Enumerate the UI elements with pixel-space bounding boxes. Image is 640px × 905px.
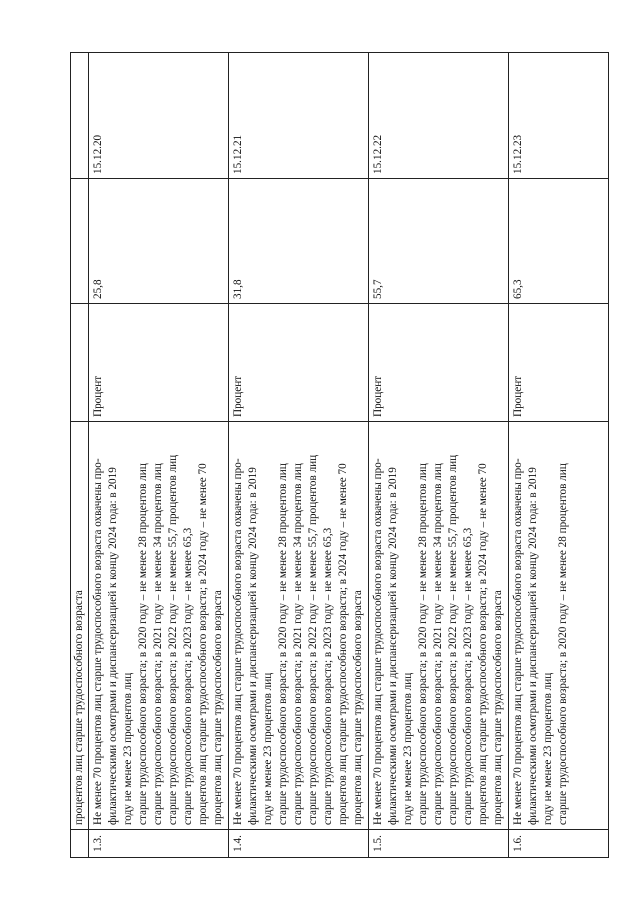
cell-value: 25,8 — [89, 179, 229, 304]
cell-value: 55,7 — [369, 179, 509, 304]
text-line: филактическими осмотрами и диспансеризацией к концу 2024 года: в 2019 — [527, 467, 539, 825]
text-line: старше трудоспособного возраста; в 2020 году – не менее 28 процентов лиц — [277, 463, 289, 825]
cell-number: 1.6. — [509, 830, 609, 858]
cell-number: 1.5. — [369, 830, 509, 858]
text-line: филактическими осмотрами и диспансеризацией к концу 2024 года: в 2019 — [107, 467, 119, 825]
text-line: старше трудоспособного возраста; в 2021 году – не менее 34 процентов лиц — [152, 463, 164, 825]
cell-description: процентов лиц старше трудоспособного возраста — [71, 422, 89, 830]
text-line: старше трудоспособного возраста; в 2022 году – не менее 55,7 процентов лиц — [447, 454, 459, 825]
cell-unit: Процент — [89, 304, 229, 422]
cell-description — [229, 422, 369, 830]
text-line: году не менее 23 процентов лиц — [542, 672, 554, 825]
text-line: процентов лиц старше трудоспособного возраста; в 2024 году – не менее 70 — [197, 463, 209, 825]
cell-number: 1.4. — [229, 830, 369, 858]
text-line: Не менее 70 процентов лиц старше трудоспособного возраста охвачены про- — [512, 458, 524, 825]
text-line: старше трудоспособного возраста; в 2020 году – не менее 28 процентов лиц — [137, 463, 149, 825]
cell-date — [71, 53, 89, 179]
cell-description — [369, 422, 509, 830]
text-line: процентов лиц старше трудоспособного возраста — [212, 590, 224, 825]
cell-value — [71, 179, 89, 304]
text-line: филактическими осмотрами и диспансеризацией к концу 2024 года: в 2019 — [387, 467, 399, 825]
cell-date: 15.12.22 — [369, 53, 509, 179]
text-line: процентов лиц старше трудоспособного возраста — [492, 590, 504, 825]
text-line: процентов лиц старше трудоспособного возраста; в 2024 году – не менее 70 — [337, 463, 349, 825]
text-line: старше трудоспособного возраста; в 2023 году – не менее 65,3 — [182, 527, 194, 825]
cell-unit — [71, 304, 89, 422]
table-row — [369, 53, 509, 858]
text-line: филактическими осмотрами и диспансеризацией к концу 2024 года: в 2019 — [247, 467, 259, 825]
cell-description — [89, 422, 229, 830]
rotated-page — [70, 53, 600, 858]
cell-date: 15.12.21 — [229, 53, 369, 179]
text-line: Не менее 70 процентов лиц старше трудоспособного возраста охвачены про- — [372, 458, 384, 825]
table-row — [229, 53, 369, 858]
text-line: Не менее 70 процентов лиц старше трудоспособного возраста охвачены про- — [232, 458, 244, 825]
cell-description — [509, 422, 609, 830]
cell-unit: Процент — [229, 304, 369, 422]
text-line: году не менее 23 процентов лиц — [122, 672, 134, 825]
text-line: старше трудоспособного возраста; в 2021 году – не менее 34 процентов лиц — [432, 463, 444, 825]
indicator-table — [70, 52, 609, 858]
cell-date: 15.12.20 — [89, 53, 229, 179]
text-line: старше трудоспособного возраста; в 2022 году – не менее 55,7 процентов лиц — [307, 454, 319, 825]
text-line: году не менее 23 процентов лиц — [402, 672, 414, 825]
text-line: процентов лиц старше трудоспособного возраста — [352, 590, 364, 825]
text-line: старше трудоспособного возраста; в 2022 году – не менее 55,7 процентов лиц — [167, 454, 179, 825]
text-line: Не менее 70 процентов лиц старше трудоспособного возраста охвачены про- — [92, 458, 104, 825]
cell-unit: Процент — [509, 304, 609, 422]
cell-unit: Процент — [369, 304, 509, 422]
cell-value: 31,8 — [229, 179, 369, 304]
cell-number — [71, 830, 89, 858]
table-row-continuation — [71, 53, 89, 858]
text-line: старше трудоспособного возраста; в 2023 году – не менее 65,3 — [462, 527, 474, 825]
text-line: старше трудоспособного возраста; в 2020 году – не менее 28 процентов лиц — [557, 463, 569, 825]
text-line: процентов лиц старше трудоспособного возраста; в 2024 году – не менее 70 — [477, 463, 489, 825]
text-line: старше трудоспособного возраста; в 2021 году – не менее 34 процентов лиц — [292, 463, 304, 825]
cell-date: 15.12.23 — [509, 53, 609, 179]
text-line: старше трудоспособного возраста; в 2020 году – не менее 28 процентов лиц — [417, 463, 429, 825]
text-line: старше трудоспособного возраста; в 2023 году – не менее 65,3 — [322, 527, 334, 825]
text-line: году не менее 23 процентов лиц — [262, 672, 274, 825]
table-row — [89, 53, 229, 858]
cell-number: 1.3. — [89, 830, 229, 858]
cell-value: 65,3 — [509, 179, 609, 304]
table-row — [509, 53, 609, 858]
